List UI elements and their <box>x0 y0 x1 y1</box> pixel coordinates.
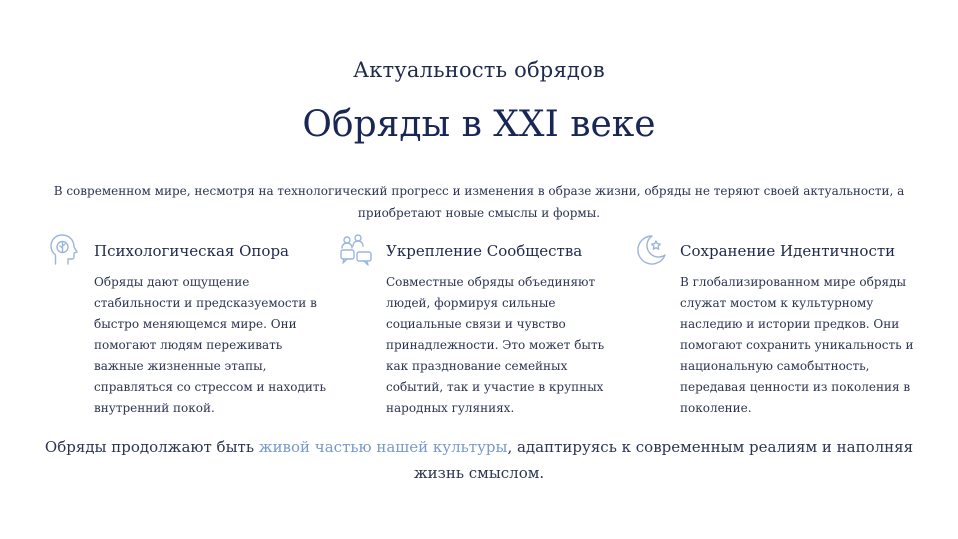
column-text: Обряды дают ощущение стабильности и предсказуемости в быстро меняющемся мире. Они помогают людям переживать важные жизненные этапы, справляться со стрессом и находить внутренний покой. <box>94 275 327 415</box>
outro-highlight: живой частью нашей культуры <box>258 438 508 456</box>
intro-paragraph: В современном мире, несмотря на технологический прогресс и изменения в образе жизни, обряды не теряют своей актуальности, а приобретают новые смыслы и формы. <box>53 184 905 220</box>
outro-text-after: , адаптируясь к современным реалиям и наполняя жизнь смыслом. <box>413 438 914 482</box>
outro-paragraph <box>40 434 918 486</box>
head-with-leaf-icon <box>46 232 82 268</box>
slide-subtitle: Актуальность обрядов <box>353 58 605 82</box>
column-title: Укрепление Сообщества <box>386 242 583 260</box>
crescent-star-icon <box>632 232 668 268</box>
column-title: Психологическая Опора <box>94 242 289 260</box>
column-title: Сохранение Идентичности <box>680 242 896 260</box>
community-chat-icon <box>338 232 374 268</box>
column-text: Совместные обряды объединяют людей, формируя сильные социальные связи и чувство принадлежности. Это может быть как празднование семейных событий, так и участие в крупных народных гуляниях. <box>386 275 605 415</box>
slide-title: Обряды в XXI веке <box>302 104 656 145</box>
outro-text-before: Обряды продолжают быть <box>44 438 259 456</box>
column-text: В глобализированном мире обряды служат мостом к культурному наследию и истории предков. Они помогают сохранить уникальность и национальную самобытность, передавая ценности из поколения в поколение. <box>680 275 914 415</box>
